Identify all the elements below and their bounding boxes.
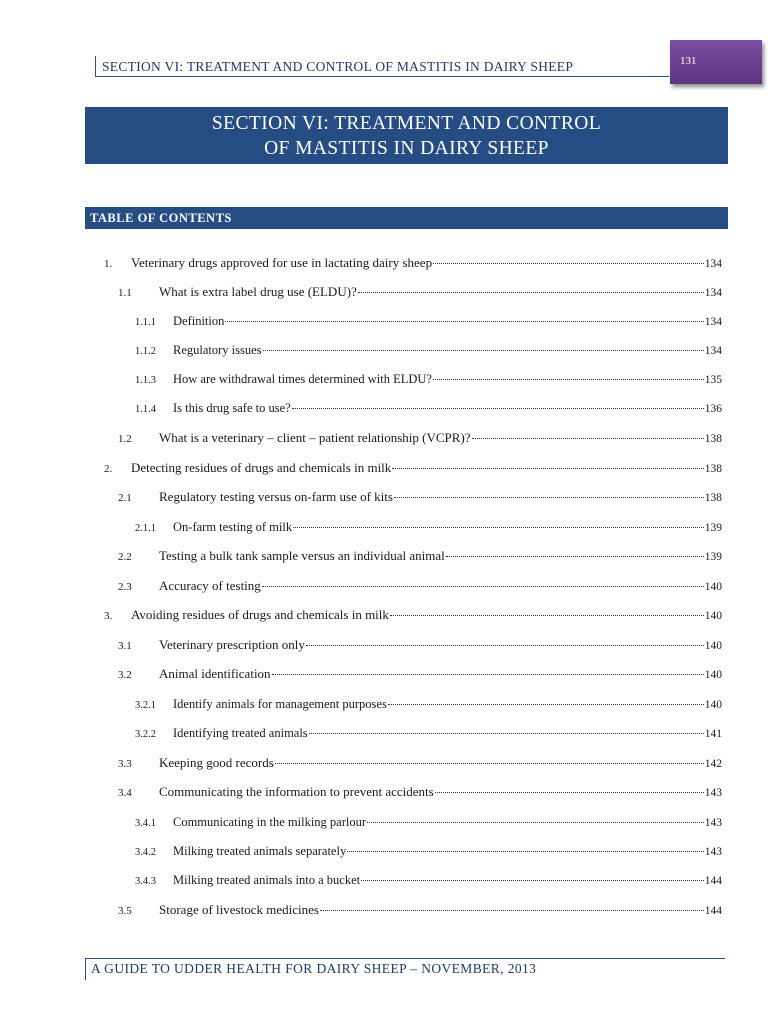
toc-entry-number: 1.1.2 [135,345,156,357]
toc-dot-leader [358,279,704,293]
toc-entry-number: 1. [104,258,113,270]
toc-entry-title: Communicating the information to prevent accidents [159,784,434,799]
toc-dot-leader [435,779,704,793]
page-number-badge [670,40,762,84]
toc-entry-title: Accuracy of testing [159,578,261,593]
toc-entry-page: 140 [704,640,722,652]
toc-entry-page: 143 [704,816,722,829]
toc-entry-number: 3.5 [118,905,132,917]
toc-entry-number: 2.1 [118,492,132,504]
toc-entry-number: 1.1 [118,287,132,299]
toc-dot-leader [394,484,704,498]
toc-entry-page: 138 [704,463,722,475]
toc-entry-page: 144 [704,905,722,917]
toc-entry-number: 1.2 [118,433,132,445]
running-header [95,56,669,77]
toc-dot-leader [388,691,704,705]
toc-entry[interactable] [135,812,722,830]
toc-dot-leader [263,337,704,351]
toc-entry-title: What is extra label drug use (ELDU)? [159,284,357,299]
toc-entry[interactable] [135,870,722,888]
toc-entry-number: 2.3 [118,581,132,593]
toc-dot-leader [293,514,704,528]
toc-entry-number: 3.2 [118,669,132,681]
toc-entry-title: Animal identification [159,666,271,681]
toc-entry[interactable] [118,900,722,918]
toc-dot-leader [275,750,704,764]
toc-entry-title: Storage of livestock medicines [159,902,319,917]
toc-entry[interactable] [135,340,722,358]
toc-entry[interactable] [135,694,722,712]
toc-entry-number: 3.4 [118,787,132,799]
toc-entry-page: 143 [704,845,722,858]
toc-entry-title: Identify animals for management purposes [173,696,387,711]
toc-entry-title: Regulatory issues [173,342,262,357]
toc-entry-title: Veterinary prescription only [159,637,305,652]
toc-entry-number: 3.2.2 [135,728,156,740]
toc-entry-page: 136 [704,402,722,415]
toc-dot-leader [347,838,704,852]
toc-entry-number: 3.3 [118,758,132,770]
running-header-title: SECTION VI: TREATMENT AND CONTROL OF MASTITIS IN DAIRY SHEEP [102,59,574,74]
toc-dot-leader [433,366,704,380]
toc-entry-title: Milking treated animals separately [173,843,347,858]
toc-entry-page: 134 [704,287,722,299]
toc-dot-leader [361,867,704,881]
toc-entry-page: 140 [704,610,722,622]
running-footer [85,958,725,980]
toc-dot-leader [292,395,704,409]
toc-dot-leader [390,602,704,616]
toc-dot-leader [225,308,703,322]
toc-entry-page: 144 [704,874,722,887]
toc-entry-title: Identifying treated animals [173,725,308,740]
toc-entry-number: 2.1.1 [135,522,156,534]
section-title-line-2: OF MASTITIS IN DAIRY SHEEP [264,138,549,159]
toc-entry-title: What is a veterinary – client – patient relationship (VCPR)? [159,430,471,445]
toc-entry-number: 1.1.3 [135,374,156,386]
toc-entry-page: 139 [704,521,722,534]
toc-entry[interactable] [135,311,722,329]
toc-entry-number: 3.2.1 [135,699,156,711]
toc-entry[interactable] [118,753,722,771]
toc-entry-title: Definition [173,313,225,328]
toc-entry-number: 3.4.1 [135,817,156,829]
toc-entry-number: 1.1.4 [135,403,156,415]
toc-entry-page: 143 [704,787,722,799]
toc-entry-number: 2. [104,463,113,475]
toc-entry[interactable] [135,723,722,741]
toc-entry-number: 1.1.1 [135,316,156,328]
toc-dot-leader [367,809,704,823]
toc-entry-title: Regulatory testing versus on-farm use of kits [159,489,393,504]
toc-entry[interactable] [118,487,722,505]
toc-entry-title: How are withdrawal times determined with ELDU? [173,371,432,386]
toc-entry-page: 140 [704,581,722,593]
toc-entry-number: 3. [104,610,113,622]
toc-entry[interactable] [118,546,722,564]
toc-dot-leader [272,661,704,675]
toc-entry-number: 3.4.2 [135,846,156,858]
toc-entry[interactable] [135,369,722,387]
toc-entry[interactable] [135,398,722,416]
toc-entry-page: 141 [704,727,722,740]
toc-entry[interactable] [104,605,722,623]
toc-entry-number: 3.4.3 [135,875,156,887]
toc-entry-page: 134 [704,315,722,328]
toc-entry-title: Communicating in the milking parlour [173,814,367,829]
toc-entry-title: Is this drug safe to use? [173,400,291,415]
page-number: 131 [680,55,697,67]
toc-entry-page: 140 [704,698,722,711]
toc-entry-page: 140 [704,669,722,681]
toc-entry-title: Milking treated animals into a bucket [173,872,361,887]
toc-entry-title: Veterinary drugs approved for use in lactating dairy sheep [131,255,433,270]
section-title-banner [85,107,728,164]
toc-entry[interactable] [118,428,722,446]
toc-entry-page: 138 [704,433,722,445]
toc-entry-page: 134 [704,344,722,357]
toc-entry[interactable] [118,782,722,800]
toc-entry-title: Avoiding residues of drugs and chemicals in milk [131,607,389,622]
toc-entry[interactable] [118,664,722,682]
toc-entry[interactable] [118,576,722,594]
toc-heading-label: TABLE OF CONTENTS [90,211,232,225]
toc-entry-number: 3.1 [118,640,132,652]
toc-entry-title: Testing a bulk tank sample versus an individual animal [159,548,445,563]
toc-dot-leader [392,455,703,469]
toc-entry[interactable] [135,841,722,859]
toc-entry[interactable] [118,635,722,653]
section-title-line-1: SECTION VI: TREATMENT AND CONTROL [211,113,602,134]
toc-dot-leader [433,250,704,264]
toc-dot-leader [306,632,704,646]
toc-entry[interactable] [135,517,722,535]
running-footer-text: A GUIDE TO UDDER HEALTH FOR DAIRY SHEEP – NOVEMBER, 2013 [91,961,537,976]
toc-entry[interactable] [118,282,722,300]
toc-entry-title: Keeping good records [159,755,274,770]
toc-dot-leader [320,897,704,911]
toc-entry[interactable] [104,253,722,271]
toc-heading [85,207,728,229]
toc-entry-page: 135 [704,373,722,386]
toc-entry-page: 134 [704,258,722,270]
toc-entry-page: 142 [704,758,722,770]
toc-entry[interactable] [104,458,722,476]
toc-entry-number: 2.2 [118,551,132,563]
toc-dot-leader [262,573,704,587]
toc-entry-title: Detecting residues of drugs and chemicals in milk [131,460,392,475]
toc-entry-page: 139 [704,551,722,563]
toc-dot-leader [309,720,704,734]
toc-dot-leader [472,425,704,439]
toc-entry-page: 138 [704,492,722,504]
toc-entry-title: On-farm testing of milk [173,519,293,534]
toc-dot-leader [446,543,704,557]
